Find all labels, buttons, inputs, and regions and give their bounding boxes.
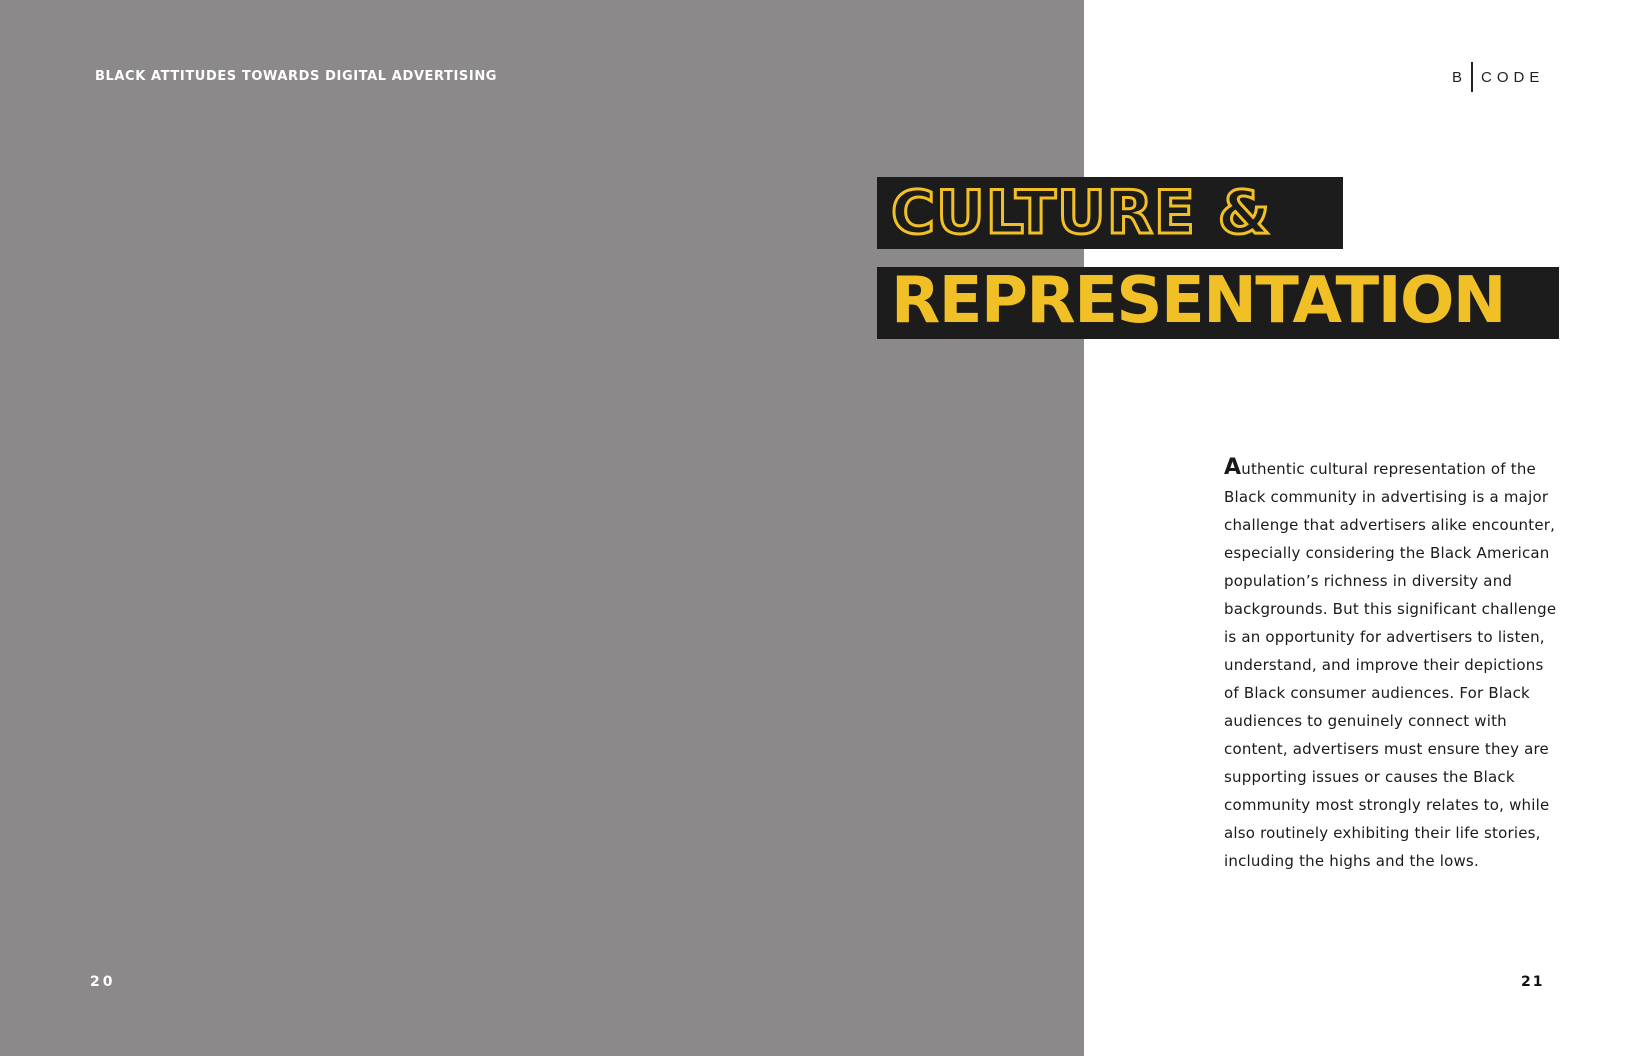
body-line: understand, and improve their depictions <box>1224 656 1544 674</box>
title-line-culture: CULTURE & <box>891 178 1272 248</box>
drop-cap: A <box>1224 455 1242 480</box>
body-line: supporting issues or causes the Black <box>1224 768 1515 786</box>
body-line: challenge that advertisers alike encounter, <box>1224 516 1556 534</box>
body-line: backgrounds. But this significant challenge <box>1224 600 1557 618</box>
logo-divider <box>1471 62 1473 92</box>
body-line: is an opportunity for advertisers to listen, <box>1224 628 1545 646</box>
body-line: population’s richness in diversity and <box>1224 572 1513 590</box>
body-line-text: uthentic cultural representation of the <box>1241 460 1536 478</box>
body-line: also routinely exhibiting their life stories, <box>1224 824 1541 842</box>
body-line: Black community in advertising is a major <box>1224 488 1549 506</box>
title-box-representation <box>877 267 1559 339</box>
body-line: including the highs and the lows. <box>1224 852 1479 870</box>
logo-letter-b: B <box>1452 68 1468 86</box>
body-line: audiences to genuinely connect with <box>1224 712 1507 730</box>
body-line: community most strongly relates to, while <box>1224 796 1550 814</box>
body-paragraph <box>1224 454 1557 875</box>
body-line: of Black consumer audiences. For Black <box>1224 684 1530 702</box>
page-number-left: 20 <box>90 974 116 990</box>
page-number-right: 21 <box>1521 974 1545 990</box>
running-header: BLACK ATTITUDES TOWARDS DIGITAL ADVERTISING <box>95 69 498 84</box>
logo-word-code: CODE <box>1481 68 1545 86</box>
body-line <box>1224 454 1554 483</box>
body-line: content, advertisers must ensure they are <box>1224 740 1549 758</box>
title-line-representation: REPRESENTATION <box>891 267 1505 338</box>
body-line: especially considering the Black American <box>1224 544 1550 562</box>
title-box-culture <box>877 177 1343 249</box>
bcode-logo <box>1452 62 1544 92</box>
